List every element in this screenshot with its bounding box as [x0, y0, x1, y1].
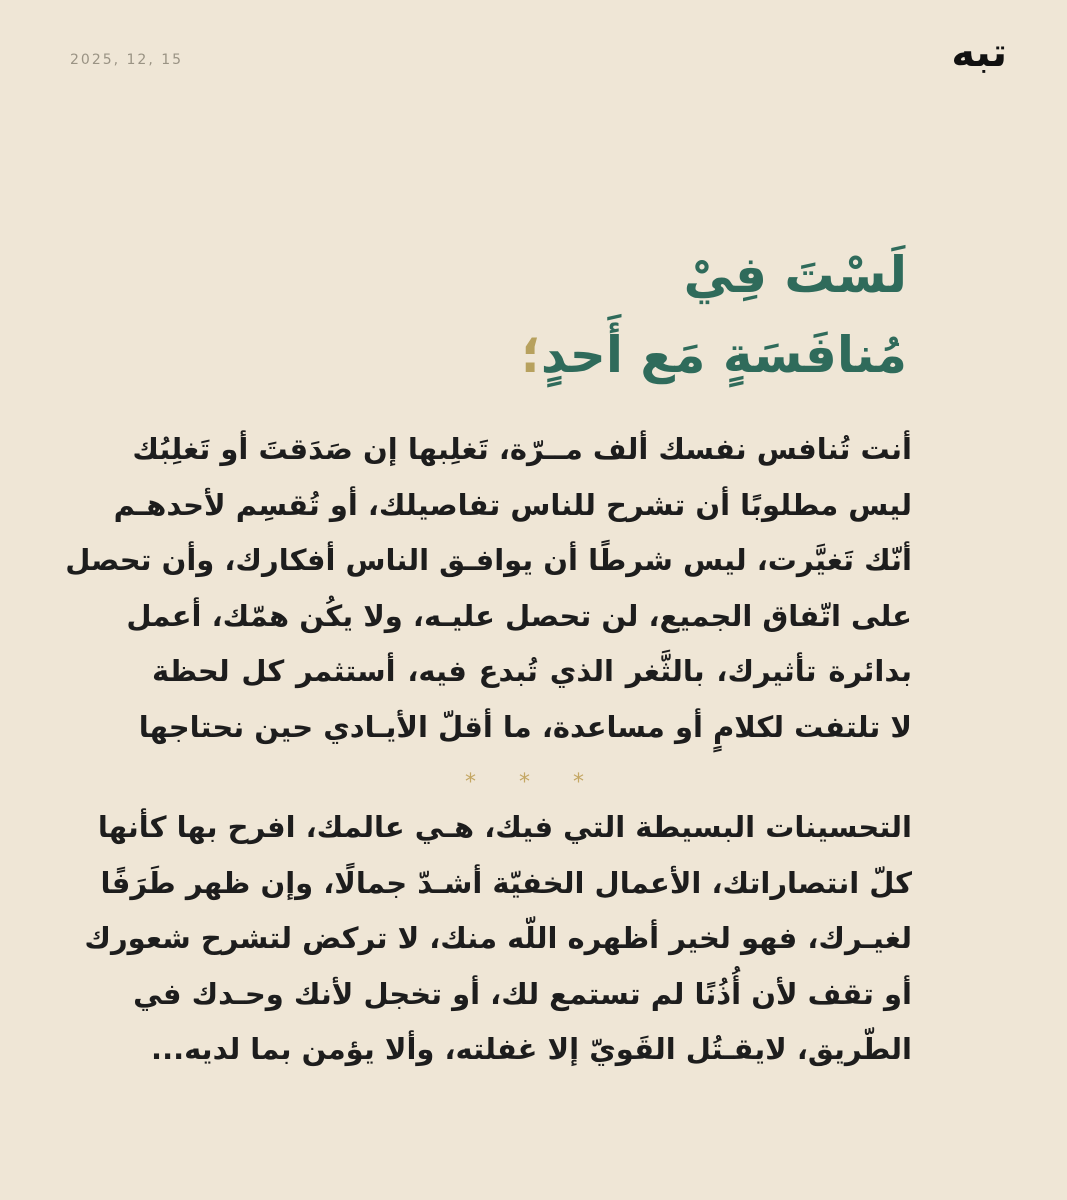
paragraph-line: بدائرة تأثيرك، بالثَّغر الذي تُبدع فيه، أستثمر كل لحظة: [152, 654, 912, 688]
paragraph-line: كلّ انتصاراتك، الأعمال الخفيّة أشـدّ جمالًا، وإن ظهر طَرَفًا: [100, 865, 912, 900]
paragraph-line: أنّك تَغيَّرت، ليس شرطًا أن يوافـق الناس أفكارك، وأن تحصل: [65, 543, 912, 577]
paragraph-1: [65, 422, 912, 755]
title-line-2-text: مُنافَسَةٍ مَع أَحدٍ: [540, 326, 907, 384]
paragraph-line: الطّريق، لايقـتُل القَويّ إلا غفلته، وألا يؤمن بما لديه...: [151, 1032, 912, 1066]
brand-logo: تبه: [951, 30, 1007, 76]
paragraph-line: لا تلتفت لكلامٍ أو مساعدة، ما أقلّ الأيـادي حين نحتاجها: [138, 709, 912, 744]
title-line-1: لَسْتَ فِيْ: [683, 246, 907, 304]
paragraph-line: ليس مطلوبًا أن تشرح للناس تفاصيلك، أو تُقسِم لأحدهـم: [113, 487, 912, 522]
title-punctuation: ؛: [520, 326, 541, 384]
page-title: [521, 235, 907, 395]
paragraph-line: أنت تُنافس نفسك ألف مــرّة، تَغلِبها إن صَدَقتَ أو تَغلِبُك: [132, 432, 912, 466]
paragraph-line: على اتّفاق الجميع، لن تحصل عليـه، ولا يكُن همّك، أعمل: [126, 598, 912, 633]
section-divider: * * *: [465, 770, 602, 795]
paragraph-line: أو تقف لأن أُذُنًا لم تستمع لك، أو تخجل لأنك وحـدك في: [133, 976, 912, 1011]
paragraph-line: لغيـرك، فهو لخير أظهره اللّه منك، لا تركض لتشرح شعورك: [84, 921, 912, 955]
paragraph-2: [84, 800, 912, 1078]
date-label: 2025, 12, 15: [70, 52, 184, 68]
title-line-2: [521, 315, 907, 395]
paragraph-line: التحسينات البسيطة التي فيك، هـي عالمك، افرح بها كأنها: [97, 810, 912, 844]
